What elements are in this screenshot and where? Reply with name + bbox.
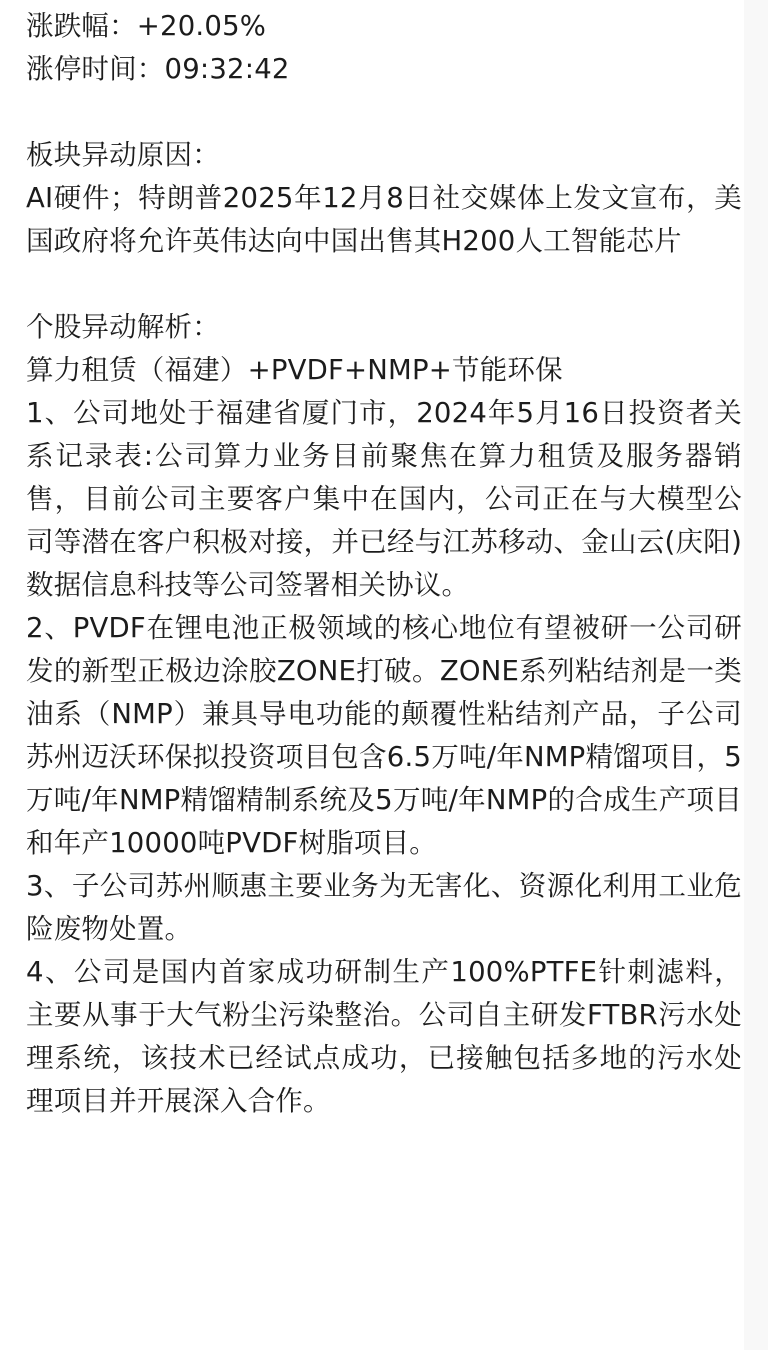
price-change-line: 涨跌幅：+20.05%: [26, 10, 267, 42]
analysis-point: 4、公司是国内首家成功研制生产100%PTFE针刺滤料，主要从事于大气粉尘污染整治。公司自主研发FTBR污水处理系统，该技术已经试点成功，已接触包括多地的污水处理项目并开展深入合作。: [26, 956, 742, 1117]
analysis-point: 3、子公司苏州顺惠主要业务为无害化、资源化利用工业危险废物处置。: [26, 870, 742, 945]
analysis-point: 2、PVDF在锂电池正极领域的核心地位有望被研一公司研发的新型正极边涂胶ZONE打破。ZONE系列粘结剂是一类油系（NMP）兼具导电功能的颠覆性粘结剂产品，子公司苏州迈沃环保拟投资项目包含6.5万吨/年NMP精馏项目，5万吨/年NMP精馏精制系统及5万吨/年NMP的合成生产项目和年产10000吨PVDF树脂项目。: [26, 612, 742, 859]
analysis-point: 1、公司地处于福建省厦门市，2024年5月16日投资者关系记录表:公司算力业务目前聚焦在算力租赁及服务器销售，目前公司主要客户集中在国内，公司正在与大模型公司等潜在客户积极对接，并已经与江苏移动、金山云(庆阳)数据信息科技等公司签署相关协议。: [26, 397, 742, 601]
sector-reason-heading: 板块异动原因：: [26, 139, 220, 171]
article-body: [26, 0, 742, 1123]
spacer: [26, 91, 742, 134]
spacer: [26, 263, 742, 306]
stock-analysis-heading: 个股异动解析：: [26, 311, 220, 343]
limit-up-time-line: 涨停时间：09:32:42: [26, 53, 290, 85]
concept-tags: 算力租赁（福建）+PVDF+NMP+节能环保: [26, 354, 563, 386]
sector-reason-text: AI硬件；特朗普2025年12月8日社交媒体上发文宣布，美国政府将允许英伟达向中国出售其H200人工智能芯片: [26, 182, 742, 257]
